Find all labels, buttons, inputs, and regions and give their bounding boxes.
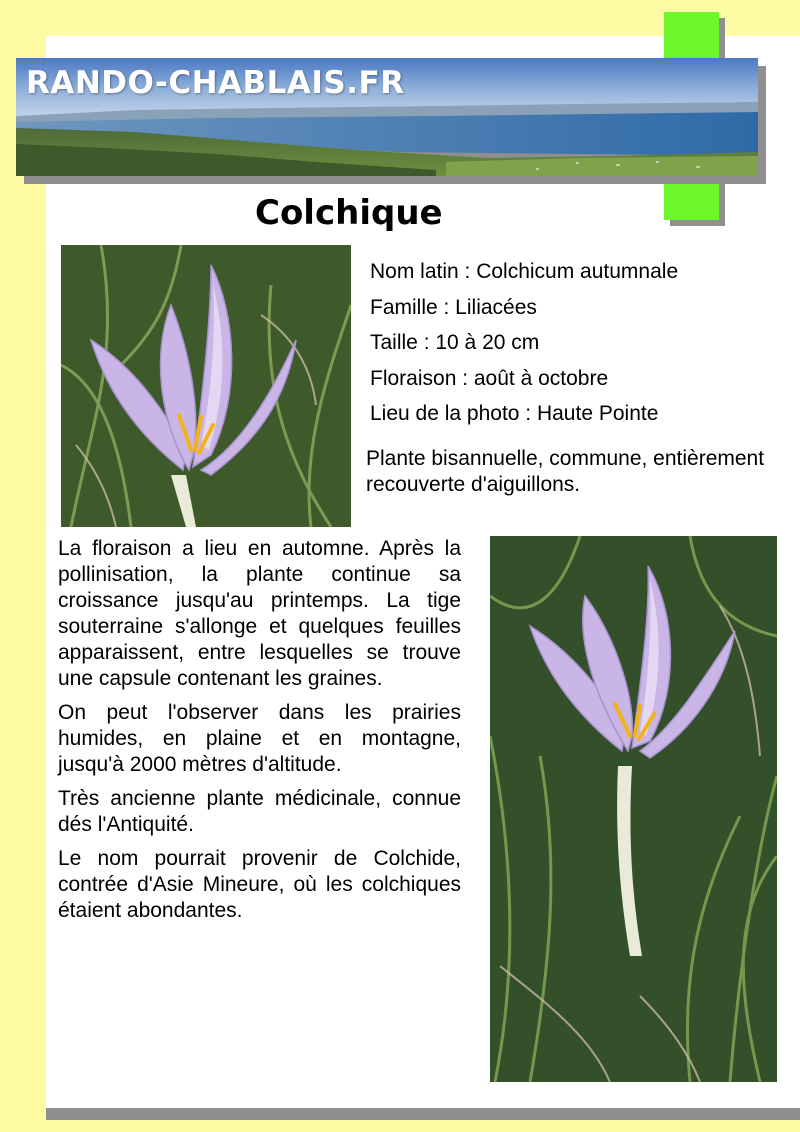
flower-photo-top bbox=[61, 245, 351, 527]
fact-photo-location: Lieu de la photo : Haute Pointe bbox=[370, 402, 659, 425]
header-banner bbox=[16, 58, 758, 176]
paragraph-etymology: Le nom pourrait provenir de Colchide, contrée d'Asie Mineure, où les colchiques étaient abondantes. bbox=[58, 847, 461, 922]
paragraph-medicinal: Très ancienne plante médicinale, connue dés l'Antiquité. bbox=[58, 787, 461, 836]
fact-size: Taille : 10 à 20 cm bbox=[370, 331, 540, 354]
colchique-flower-icon bbox=[61, 245, 351, 527]
paragraph-habitat: On peut l'observer dans les prairies humides, en plaine et en montagne, jusqu'à 2000 mètres d'altitude. bbox=[58, 701, 461, 776]
fact-latin-name: Nom latin : Colchicum autumnale bbox=[370, 260, 679, 283]
page-title: Colchique bbox=[255, 193, 443, 233]
fact-flowering: Floraison : août à octobre bbox=[370, 366, 609, 390]
facts-list bbox=[370, 254, 678, 432]
fact-family: Famille : Liliacées bbox=[370, 295, 537, 319]
paragraph-flowering: La floraison a lieu en automne. Après la pollinisation, la plante continue sa croissance jusqu'au printemps. La tige souterraine s'allonge et quelques feuilles apparaissent, entre lesquelles se trouve une capsule contenant les graines. bbox=[58, 537, 461, 690]
summary-text: Plante bisannuelle, commune, entièrement recouverte d'aiguillons. bbox=[366, 447, 765, 496]
flower-photo-bottom bbox=[490, 536, 777, 1082]
description bbox=[58, 536, 461, 932]
sheet-bottom-shadow bbox=[46, 1108, 800, 1120]
colchique-flower-icon bbox=[490, 536, 777, 1082]
site-title: RANDO-CHABLAIS.FR bbox=[26, 65, 405, 101]
